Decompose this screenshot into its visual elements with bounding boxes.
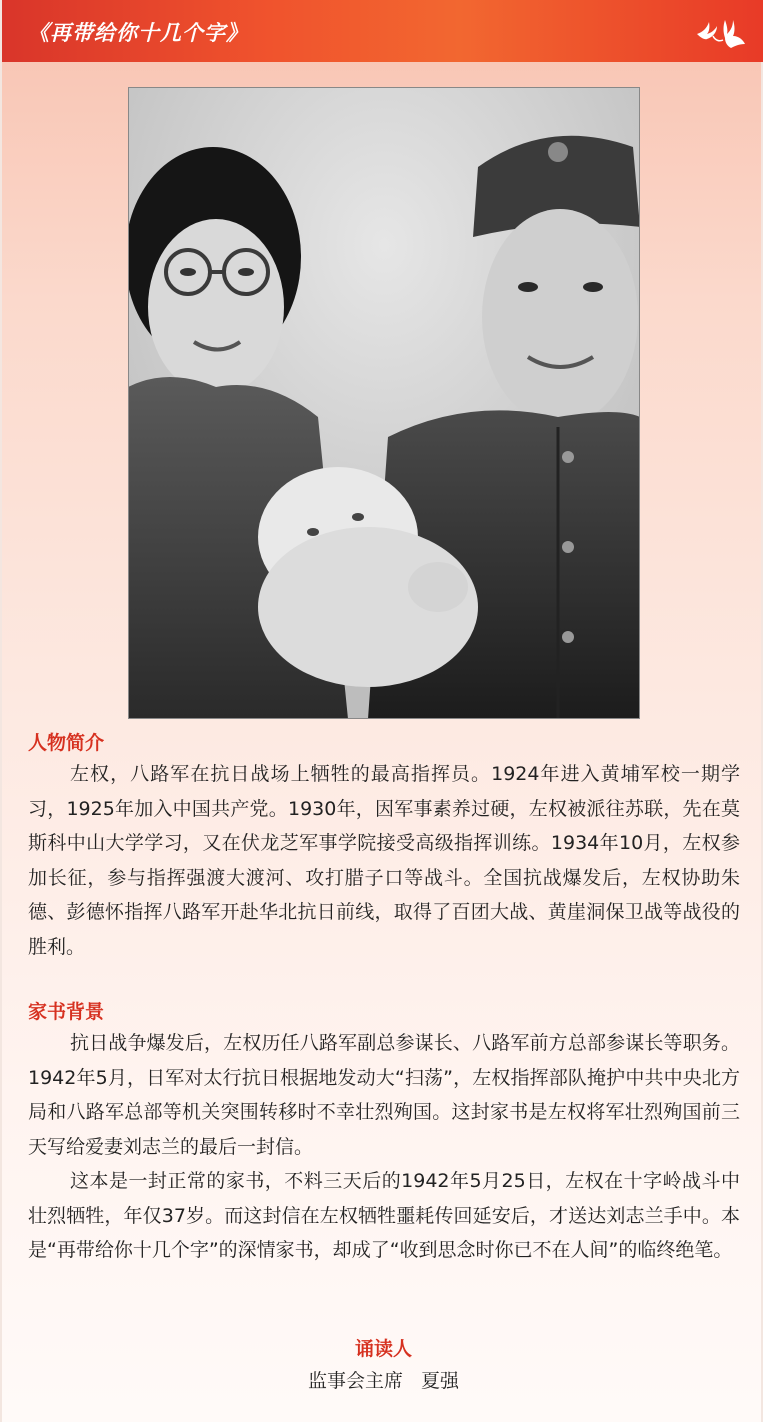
- profile-heading: 人物简介: [28, 732, 105, 754]
- title-banner: [2, 0, 763, 62]
- background-paragraph-1: 抗日战争爆发后，左权历任八路军副总参谋长、八路军前方总部参谋长等职务。1942年5月，日军对太行抗日根据地发动大“扫荡”，左权指挥部队掩护中共中央北方局和八路军总部等机关突围转移时不幸壮烈殉国。这封家书是左权将军壮烈殉国前三天写给爱妻刘志兰的最后一封信。: [28, 1032, 740, 1158]
- background-heading: 家书背景: [28, 1001, 105, 1023]
- reader-label: 诵读人: [354, 1338, 412, 1360]
- reader-name: 监事会主席 夏强: [307, 1370, 460, 1392]
- background-paragraph-2: 这本是一封正常的家书，不料三天后的1942年5月25日，左权在十字岭战斗中壮烈牺牲，年仅37岁。而这封信在左权牺牲噩耗传回延安后，才送达刘志兰手中。本是“再带给你十几个字”的深情家书，却成了“收到思念时你已不在人间”的临终绝笔。: [28, 1170, 740, 1261]
- page-title: 《再带给你十几个字》: [28, 21, 248, 45]
- historical-photo: [128, 87, 640, 719]
- dove-icon: [695, 14, 747, 54]
- profile-paragraph: 左权，八路军在抗日战场上牺牲的最高指挥员。1924年进入黄埔军校一期学习，1925年加入中国共产党。1930年，因军事素养过硬，左权被派往苏联，先在莫斯科中山大学学习，又在伏龙芝军事学院接受高级指挥训练。1934年10月，左权参加长征，参与指挥强渡大渡河、攻打腊子口等战斗。全国抗战爆发后，左权协助朱德、彭德怀指挥八路军开赴华北抗日前线，取得了百团大战、黄崖洞保卫战等战役的胜利。: [28, 763, 740, 958]
